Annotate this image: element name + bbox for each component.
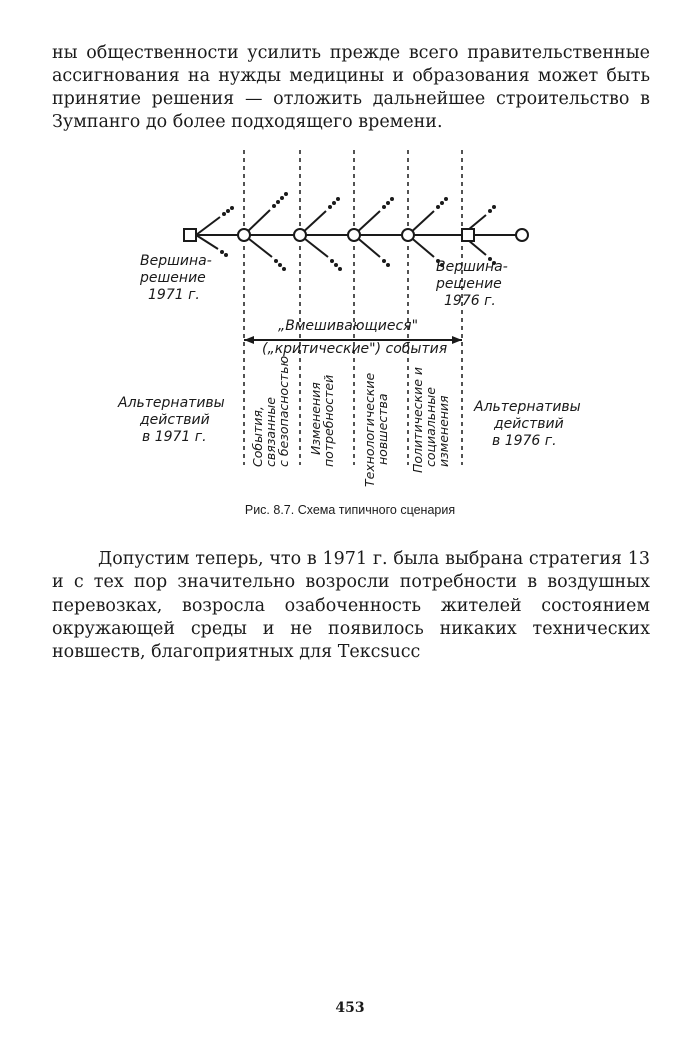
- body-paragraph-1: Допустим теперь, что в 1971 г. была выбрана стратегия 13 и с тех пор значительно возросли потребности в воздушных перевозках, возросла озабоченность жителей состоянием окружающей среды и не появилось никаких технических новшеств, благоприятных для Тексsucc: [52, 549, 650, 663]
- dot: [272, 204, 276, 208]
- cat1-line2: связанные: [263, 397, 278, 467]
- dot: [224, 253, 228, 257]
- dot: [488, 209, 492, 213]
- dot: [284, 192, 288, 196]
- cat3-line2: новшества: [375, 393, 390, 465]
- branch-l1: [196, 217, 220, 235]
- cat1-line1: События,: [250, 406, 265, 467]
- events-arrow-right: [452, 336, 462, 344]
- figure-caption: Рис. 8.7. Схема типичного сценария: [244, 503, 456, 517]
- event-node-2: [294, 229, 306, 241]
- dot: [440, 201, 444, 205]
- event-node-3: [348, 229, 360, 241]
- dot: [334, 263, 338, 267]
- dot: [390, 197, 394, 201]
- right-node-label-2: решение: [436, 276, 502, 292]
- dot: [276, 200, 280, 204]
- events-label-1: „Вмешивающиеся": [278, 318, 419, 334]
- dot: [336, 197, 340, 201]
- dot: [386, 263, 390, 267]
- dot: [386, 201, 390, 205]
- left-node-label-1: Вершина-: [140, 253, 212, 269]
- branch-l2: [196, 235, 218, 249]
- dot: [436, 205, 440, 209]
- dot: [382, 259, 386, 263]
- dot: [222, 212, 226, 216]
- left-alt-label-2: действий: [140, 412, 210, 428]
- intro-paragraph: ны общественности усилить прежде всего правительственные ассигнования на нужды медицины и образования может быть принятие решения — отложить дальнейшее строительство в Зумпанго до более подходящего времени.: [52, 43, 650, 132]
- cat4-line2: социальные: [423, 387, 438, 467]
- end-node: [516, 229, 528, 241]
- cat1-line3: с безопасностью: [276, 355, 291, 467]
- right-alt-label-1: Альтернативы: [474, 399, 581, 415]
- left-alt-label-1: Альтернативы: [118, 395, 225, 411]
- event-node-1: [238, 229, 250, 241]
- decision-node-1971: [184, 229, 196, 241]
- right-node-label-3: 1976 г.: [444, 293, 496, 309]
- cat4-line1: Политические и: [410, 367, 425, 473]
- category-labels: [250, 356, 451, 487]
- dot: [382, 205, 386, 209]
- dot: [220, 250, 224, 254]
- decision-node-1976: [462, 229, 474, 241]
- dot: [444, 197, 448, 201]
- events-label-2: („критические") события: [262, 341, 448, 357]
- left-node-label-3: 1971 г.: [148, 287, 200, 303]
- events-arrow-left: [244, 336, 254, 344]
- dot: [278, 263, 282, 267]
- cat2-line1: Изменения: [308, 382, 323, 455]
- dot: [274, 259, 278, 263]
- right-alt-label-2: действий: [494, 416, 564, 432]
- dot: [226, 209, 230, 213]
- cat4-line3: изменения: [436, 395, 451, 467]
- cat3-line1: Технологические: [362, 372, 377, 487]
- left-alt-label-3: в 1971 г.: [142, 429, 207, 445]
- scenario-diagram: [0, 145, 700, 500]
- dot: [330, 259, 334, 263]
- dot: [230, 206, 234, 210]
- dot: [280, 196, 284, 200]
- dot: [338, 267, 342, 271]
- event-node-4: [402, 229, 414, 241]
- right-alt-label-3: в 1976 г.: [492, 433, 557, 449]
- scenario-diagram-svg: [0, 145, 700, 500]
- right-node-label-1: Вершина-: [436, 259, 508, 275]
- dot: [328, 205, 332, 209]
- left-node-label-2: решение: [140, 270, 206, 286]
- cat2-line2: потребностей: [321, 374, 336, 467]
- dot: [492, 205, 496, 209]
- dot: [332, 201, 336, 205]
- page-number: 453: [335, 1000, 365, 1016]
- dot: [282, 267, 286, 271]
